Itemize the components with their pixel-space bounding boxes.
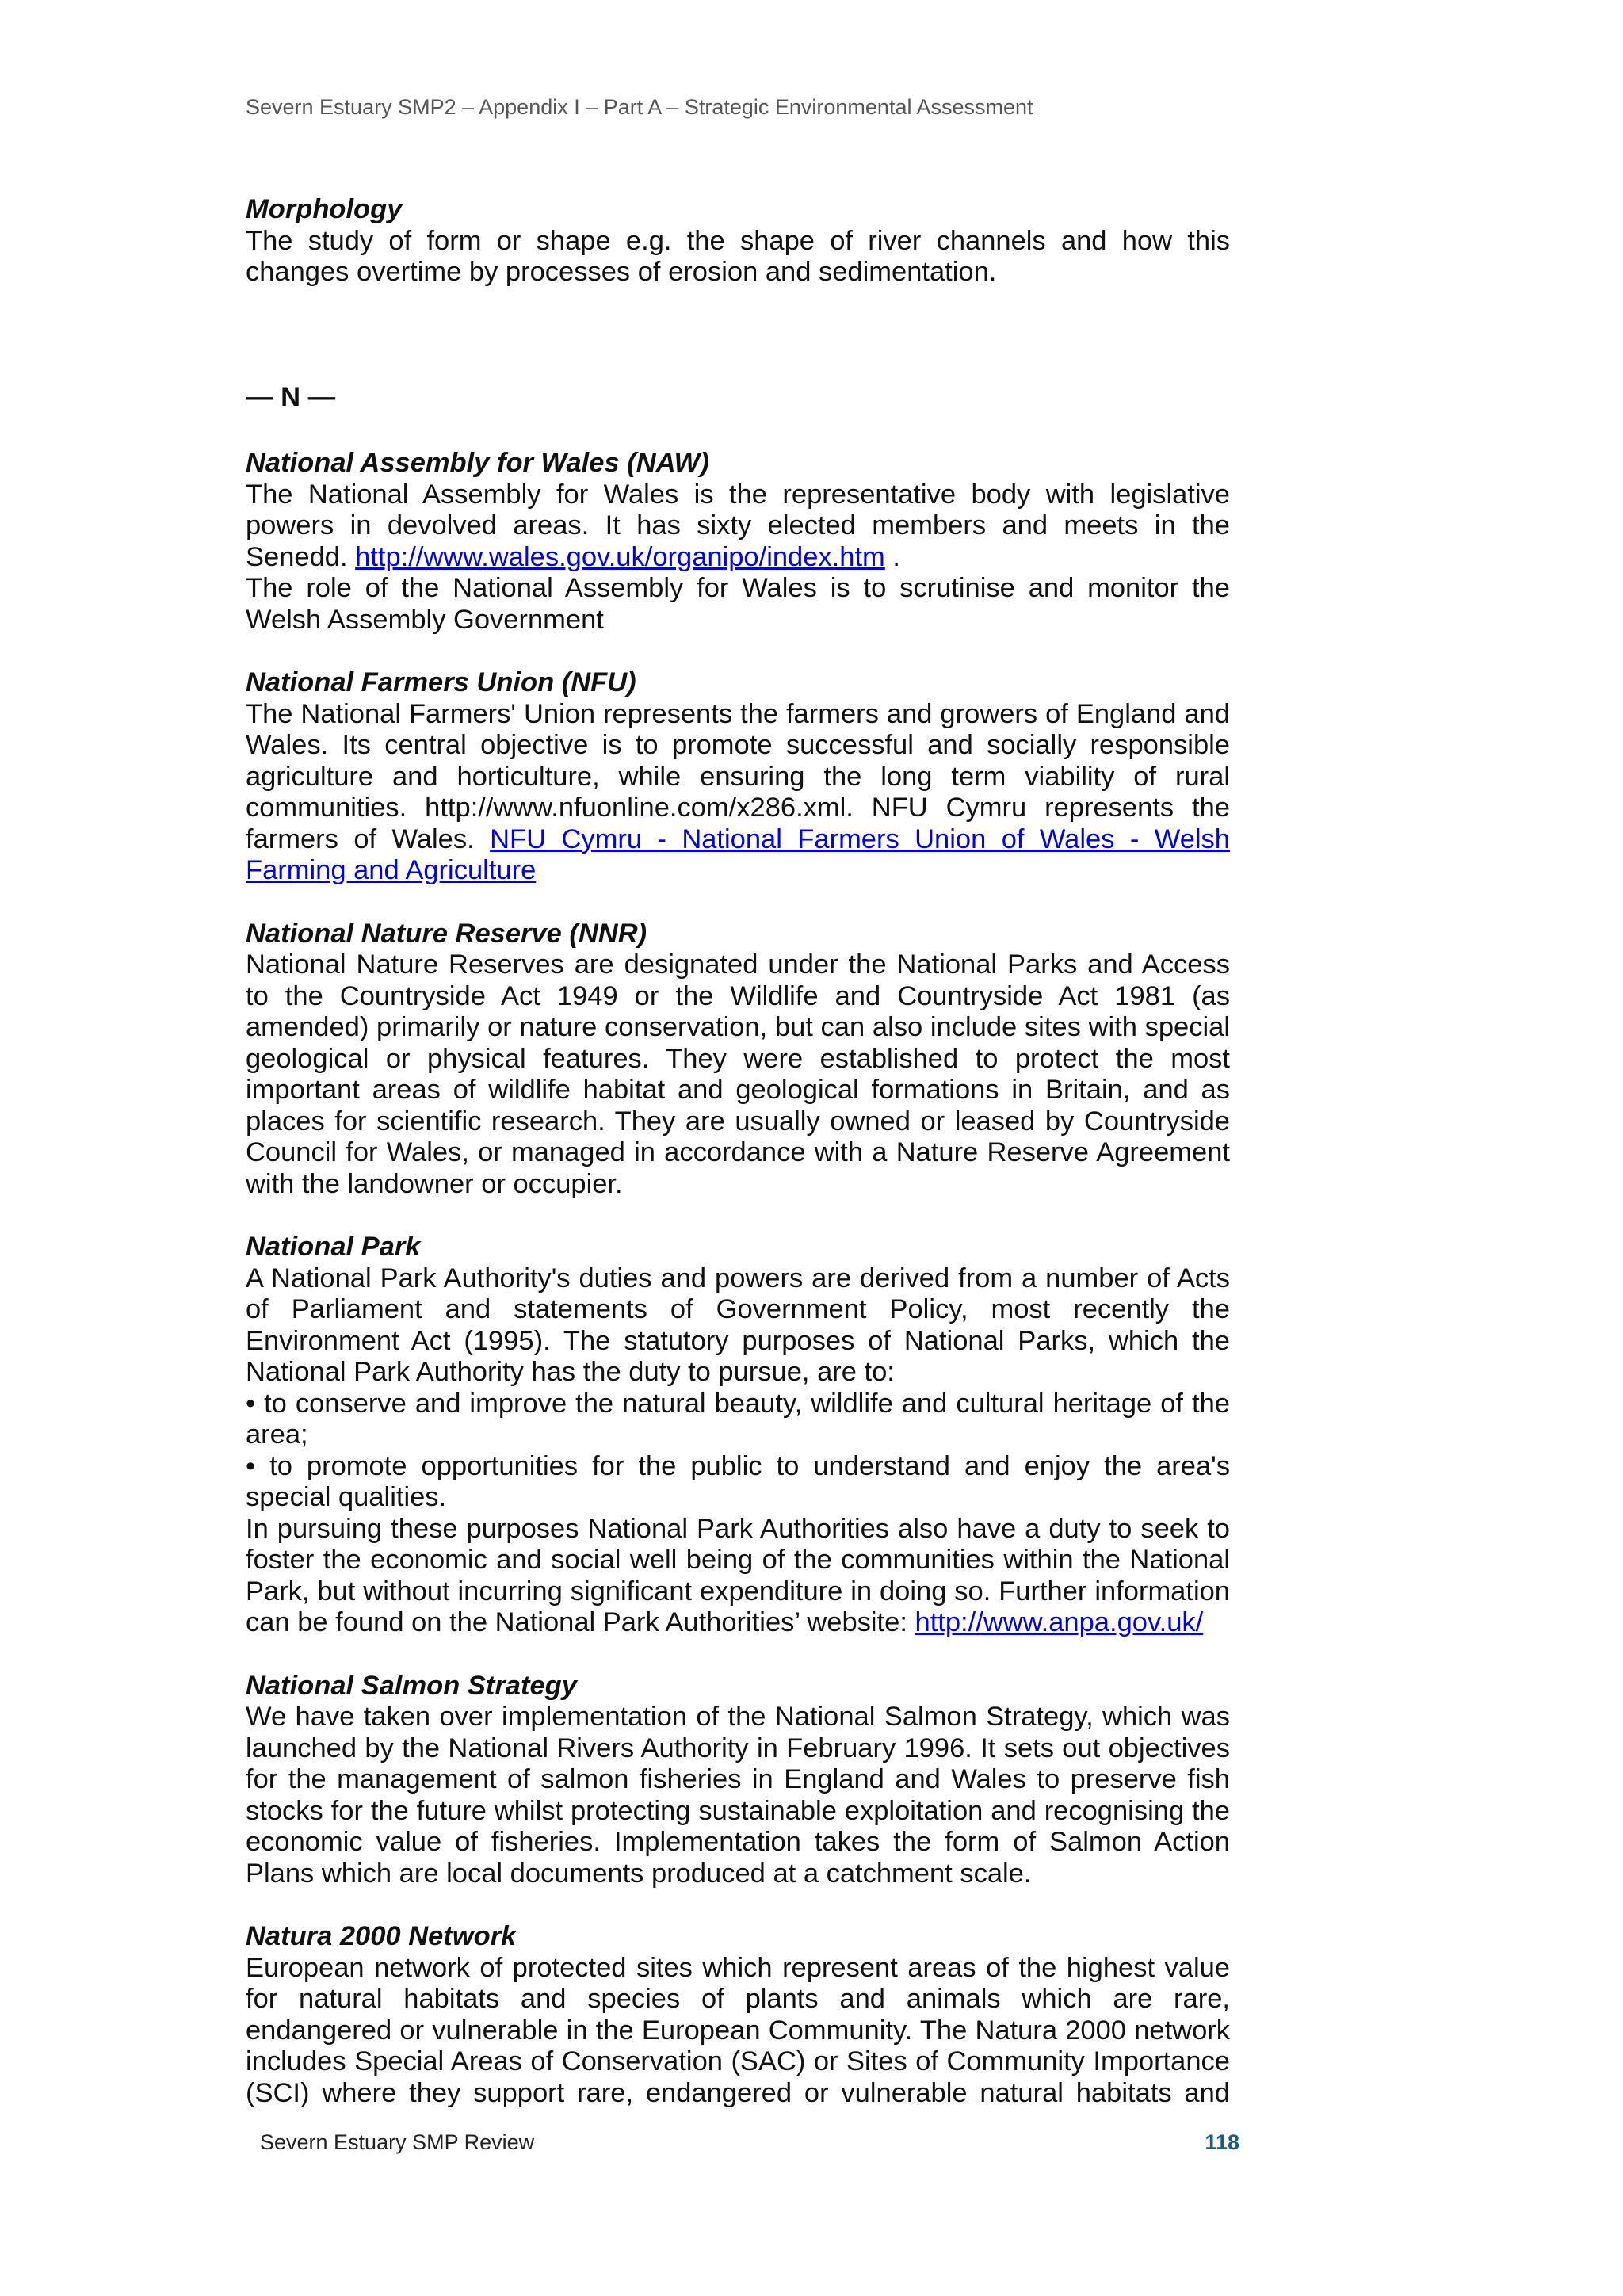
glossary-entry-nnr <box>246 919 1230 1201</box>
anpa-website-link[interactable]: http://www.anpa.gov.uk/ <box>915 1607 1204 1637</box>
nfu-cymru-link[interactable]: NFU Cymru - National Farmers Union of Wales - Welsh Farming and Agriculture <box>246 823 1230 885</box>
glossary-entry-nfu <box>246 667 1230 887</box>
running-header: Severn Estuary SMP2 – Appendix I – Part A – Strategic Environmental Assessment <box>246 95 1033 119</box>
term-salmon-strategy: National Salmon Strategy <box>246 1670 577 1701</box>
term-morphology: Morphology <box>246 194 403 224</box>
term-national-park: National Park <box>246 1232 421 1262</box>
definition-naw-text: The National Assembly for Wales is the representative body with legislative powers in devolved areas. It has sixty elected members and meets in the Senedd. <box>246 479 1230 572</box>
definition-naw <box>246 479 1230 574</box>
term-naw: National Assembly for Wales (NAW) <box>246 448 709 478</box>
spacer <box>246 413 1230 448</box>
section-heading-n: — N — <box>246 381 336 412</box>
glossary-entry-morphology <box>246 194 1230 288</box>
term-natura-2000: Natura 2000 Network <box>246 1921 517 1951</box>
national-park-bullet-2: • to promote opportunities for the public to understand and enjoy the area's special qualities. <box>246 1450 1230 1512</box>
definition-naw-role: The role of the National Assembly for Wales is to scrutinise and monitor the Welsh Assembly Government <box>246 573 1230 635</box>
definition-morphology: The study of form or shape e.g. the shape of river channels and how this changes overtime by processes of erosion and sedimentation. <box>246 225 1230 287</box>
definition-nnr: National Nature Reserves are designated under the National Parks and Access to the Countryside Act 1949 or the Wildlife and Countryside Act 1981 (as amended) primarily or nature conservation, but can also include sites with special geological or physical features. They were established to protect the most important areas of wildlife habitat and geological formations in Britain, and as places for scientific research. They are usually owned or leased by Countryside Council for Wales, or managed in accordance with a Nature Reserve Agreement with the landowner or occupier. <box>246 949 1230 1199</box>
page-number: 118 <box>1205 2130 1239 2154</box>
glossary-entry-salmon-strategy <box>246 1671 1230 1890</box>
term-nfu: National Farmers Union (NFU) <box>246 667 636 697</box>
glossary-entry-national-park <box>246 1232 1230 1639</box>
spacer <box>246 320 1230 382</box>
definition-naw-tail: . <box>892 541 900 572</box>
glossary-content <box>246 194 1230 2141</box>
definition-nfu <box>246 699 1230 887</box>
glossary-entry-naw <box>246 448 1230 636</box>
definition-salmon-strategy: We have taken over implementation of the National Salmon Strategy, which was launched by the National Rivers Authority in February 1996. It sets out objectives for the management of salmon fisheries in England and Wales to preserve fish stocks for the future whilst protecting sustainable exploitation and recognising the economic value of fisheries. Implementation takes the form of Salmon Action Plans which are local documents produced at a catchment scale. <box>246 1702 1230 1889</box>
naw-website-link[interactable]: http://www.wales.gov.uk/organipo/index.htm <box>355 541 885 572</box>
running-footer: Severn Estuary SMP Review <box>260 2130 535 2154</box>
term-nnr: National Nature Reserve (NNR) <box>246 918 647 949</box>
national-park-outro-text: In pursuing these purposes National Park Authorities also have a duty to seek to foster the economic and social well being of the communities within the National Park, but without incurring significant expenditure in doing so. Further information can be found on the National Park Authorities’ website: <box>246 1513 1230 1637</box>
definition-national-park-intro: A National Park Authority's duties and powers are derived from a number of Acts of Parliament and statements of Government Policy, most recently the Environment Act (1995). The statutory purposes of National Parks, which the National Park Authority has the duty to pursue, are to: <box>246 1263 1230 1387</box>
definition-national-park-outro <box>246 1514 1230 1639</box>
definition-nfu-text: The National Farmers' Union represents the farmers and growers of England and Wales. Its central objective is to promote successful and socially responsible agriculture and horticulture, while ensuring the long term viability of rural communities. http://www.nfuonline.com/x286.xml. NFU Cymru represents the farmers of Wales. <box>246 698 1230 854</box>
national-park-bullet-1: • to conserve and improve the natural beauty, wildlife and cultural heritage of the area; <box>246 1388 1230 1450</box>
definition-natura-2000: European network of protected sites which represent areas of the highest value for natural habitats and species of plants and animals which are rare, endangered or vulnerable in the European Community. The Natura 2000 network includes Special Areas of Conservation (SAC) or Sites of Community Importance (SCI) where they support rare, endangered or vulnerable natural habitats and <box>246 1952 1230 2108</box>
glossary-entry-natura-2000 <box>246 1921 1230 2109</box>
